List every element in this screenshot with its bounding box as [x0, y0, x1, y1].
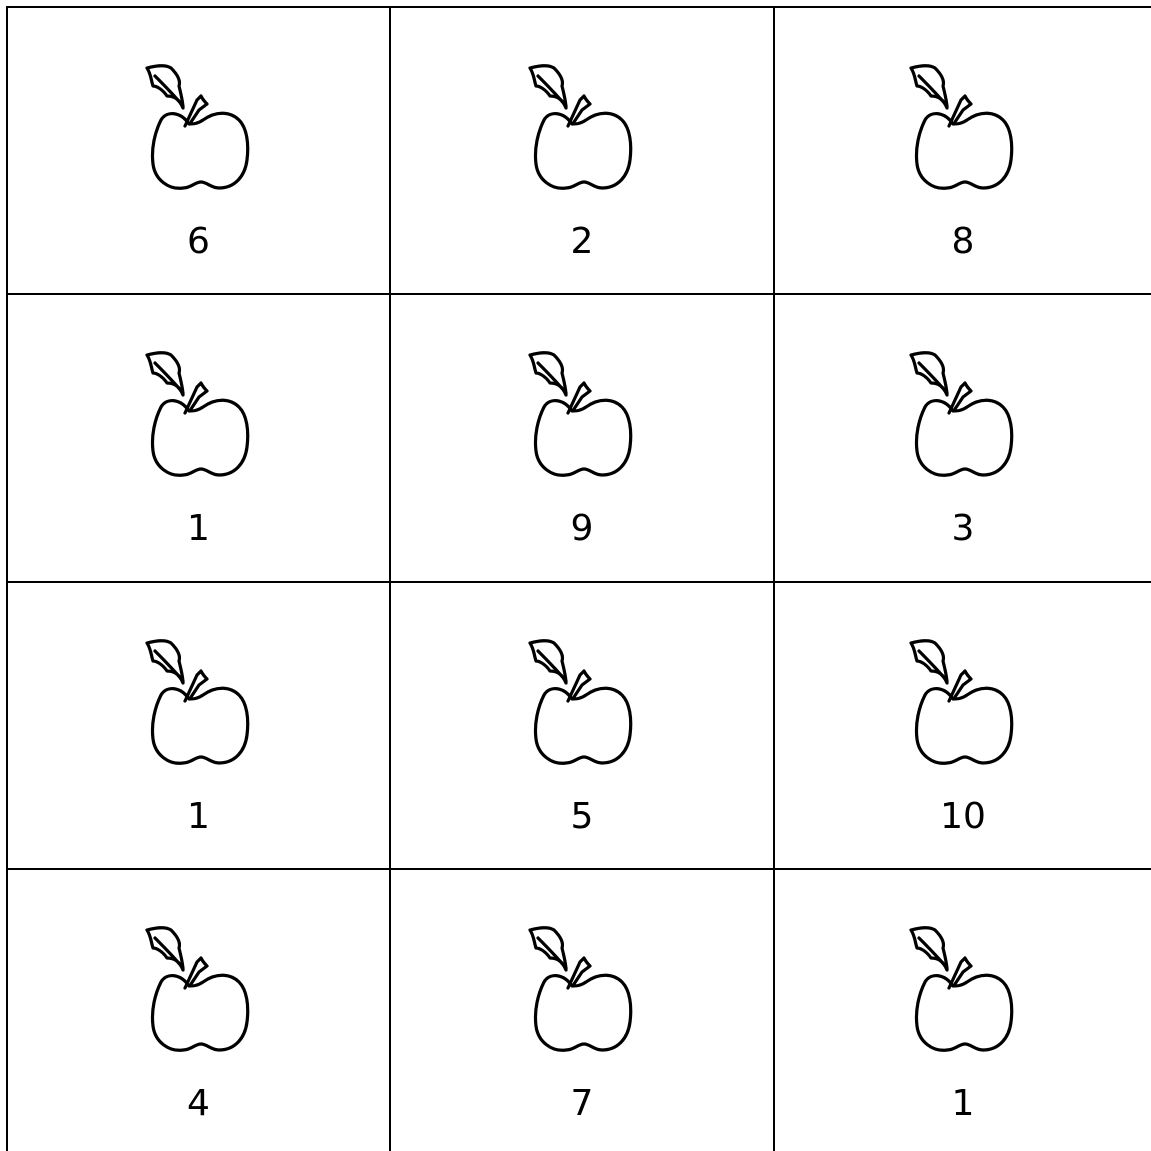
- grid-cell: [391, 295, 775, 583]
- grid-cell: [8, 295, 391, 583]
- apple-outline-icon: [526, 40, 636, 190]
- cell-number: 5: [570, 796, 594, 837]
- grid-cell: [775, 870, 1151, 1151]
- apple-outline-icon: [143, 40, 253, 190]
- grid-cell: [8, 870, 391, 1151]
- grid-cell: [775, 8, 1151, 295]
- cell-number: 6: [187, 221, 210, 262]
- apple-outline-icon: [143, 902, 253, 1052]
- grid-cell: [391, 8, 775, 295]
- apple-outline-icon: [907, 902, 1017, 1052]
- apple-outline-icon: [526, 327, 636, 477]
- grid-cell: [8, 583, 391, 870]
- apple-outline-icon: [143, 615, 253, 765]
- apple-outline-icon: [907, 327, 1017, 477]
- cell-number: 1: [187, 508, 210, 549]
- cell-number: 2: [570, 221, 594, 262]
- grid-cell: [8, 8, 391, 295]
- apple-outline-icon: [526, 615, 636, 765]
- grid-cell: [775, 295, 1151, 583]
- apple-outline-icon: [526, 902, 636, 1052]
- cell-number: 10: [940, 796, 986, 837]
- cell-number: 3: [951, 508, 975, 549]
- apple-outline-icon: [143, 327, 253, 477]
- grid-cell: [391, 870, 775, 1151]
- cell-number: 1: [951, 1083, 975, 1124]
- grid-cell: [391, 583, 775, 870]
- worksheet-grid: [6, 6, 1151, 1151]
- cell-number: 1: [187, 796, 210, 837]
- cell-number: 8: [951, 221, 975, 262]
- grid-cell: [775, 583, 1151, 870]
- apple-outline-icon: [907, 40, 1017, 190]
- cell-number: 7: [570, 1083, 594, 1124]
- apple-outline-icon: [907, 615, 1017, 765]
- cell-number: 4: [187, 1083, 210, 1124]
- cell-number: 9: [570, 508, 594, 549]
